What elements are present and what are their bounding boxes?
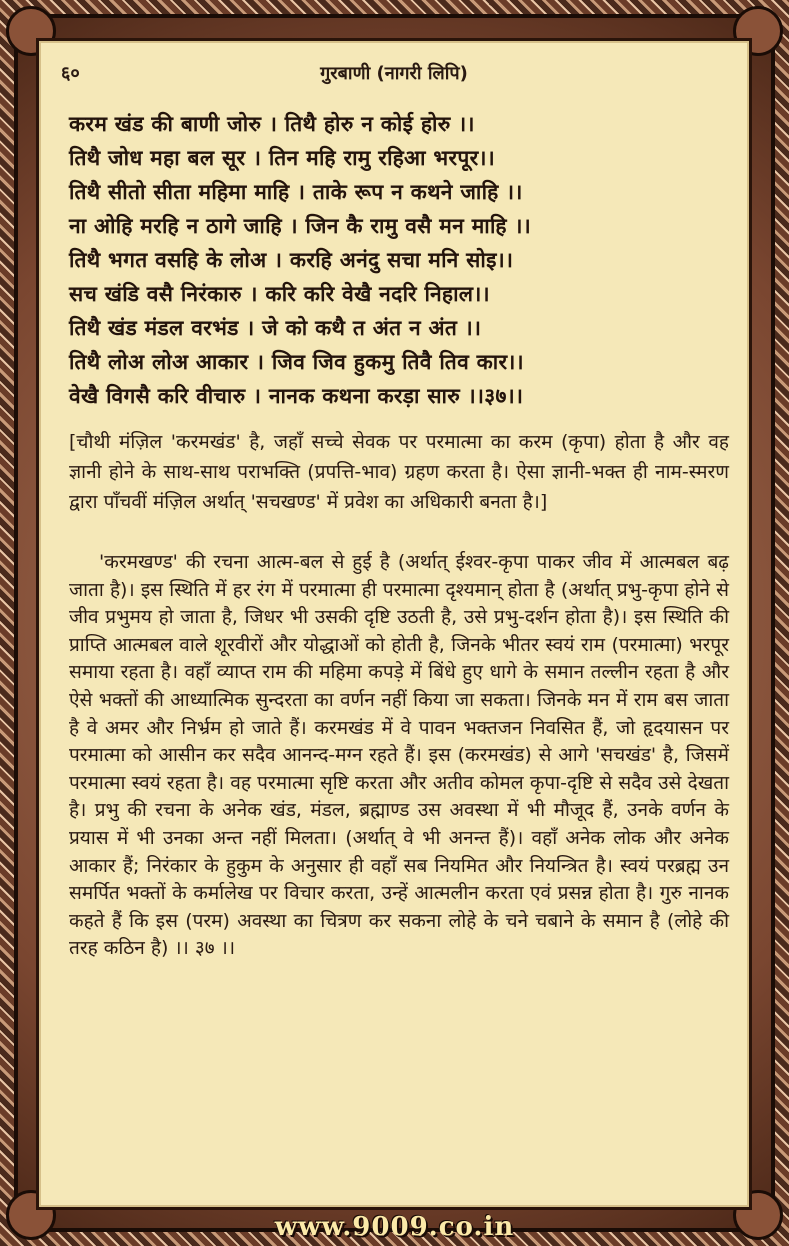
- running-title: गुरबाणी (नागरी लिपि): [320, 63, 468, 84]
- page-header: [39, 51, 749, 85]
- page-number: ६०: [61, 63, 80, 84]
- commentary-paragraph: 'करमखण्ड' की रचना आत्म-बल से हुई है (अर्थात् ईश्वर-कृपा पाकर जीव में आत्मबल बढ़ जाता है)। इस स्थिति में हर रंग में परमात्मा ही परमात्मा दृश्यमान् होता है (अर्थात् प्रभु-कृपा होने से जीव प्रभुमय हो जाता है, जिधर भी उसकी दृष्टि उठती है, उसे प्रभु-दर्शन होता है)। इस स्थिति की प्राप्ति आत्मबल वाले शूरवीरों और योद्धाओं को होती है, जिनके भीतर स्वयं राम (परमात्मा) भरपूर समाया रहता है। वहाँ व्याप्त राम की महिमा कपड़े में बिंधे हुए धागे के समान तल्लीन रहता है और ऐसे भक्तों की आध्यात्मिक सुन्दरता का वर्णन नहीं किया जा सकता। जिनके मन में राम बस जाता है वे अमर और निर्भ्रम हो जाते हैं। करमखंड में वे पावन भक्तजन निवसित हैं, जो हृदयासन पर परमात्मा को आसीन कर सदैव आनन्द-मग्न रहते हैं। इस (करमखंड) से आगे 'सचखंड' है, जिसमें परमात्मा स्वयं रहता है। वह परमात्मा सृष्टि करता और अतीव कोमल कृपा-दृष्टि से सदैव उसे देखता है। प्रभु की रचना के अनेक खंड, मंडल, ब्रह्माण्ड उस अवस्था में भी मौजूद हैं, उनके वर्णन के प्रयास में भी उनका अन्त नहीं मिलता। (अर्थात् वे भी अनन्त हैं)। वहाँ अनेक लोक और अनेक आकार हैं; निरंकार के हुकुम के अनुसार ही वहाँ सब नियमित और नियन्त्रित है। स्वयं परब्रह्म उन समर्पित भक्तों के कर्मालेख पर विचार करता, उन्हें आत्मलीन करता एवं प्रसन्न होता है। गुरु नानक कहते हैं कि इस (परम) अवस्था का चित्रण कर सकना लोहे के चने चबाने के समान है (लोहे की तरह कठिन है) ।। ३७ ।।: [69, 551, 729, 960]
- verse-line: तिथै सीतो सीता महिमा माहि । ताके रूप न कथने जाहि ।।: [69, 180, 523, 204]
- verse-line: तिथै जोध महा बल सूर । तिन महि रामु रहिआ भरपूर।।: [69, 146, 496, 170]
- book-page: [36, 38, 752, 1210]
- explanatory-note: [चौथी मंज़िल 'करमखंड' है, जहाँ सच्चे सेवक पर परमात्मा का करम (कृपा) होता है और वह ज्ञानी होने के साथ-साथ पराभक्ति (प्रपत्ति-भाव) ग्रहण करता है। ऐसा ज्ञानी-भक्त ही नाम-स्मरण द्वारा पाँचवीं मंज़िल अर्थात् 'सचखण्ड' में प्रवेश का अधिकारी बनता है।]: [69, 431, 729, 513]
- verse-line: तिथै लोअ लोअ आकार । जिव जिव हुकमु तिवै तिव कार।।: [69, 350, 524, 374]
- verse-line: करम खंड की बाणी जोरु । तिथै होरु न कोई होरु ।।: [69, 112, 475, 136]
- website-watermark: www.9009.co.in: [274, 1212, 515, 1242]
- verse-line: तिथै खंड मंडल वरभंड । जे को कथै त अंत न अंत ।।: [69, 316, 482, 340]
- verse-line: सच खंडि वसै निरंकारु । करि करि वेखै नदरि निहाल।।: [69, 282, 490, 306]
- verse-line: वेखै विगसै करि वीचारु । नानक कथना करड़ा सारु ।।३७।।: [69, 384, 524, 408]
- verse-block: [69, 107, 729, 413]
- verse-line: तिथै भगत वसहि के लोअ । करहि अनंदु सचा मनि सोइ।।: [69, 248, 514, 272]
- verse-line: ना ओहि मरहि न ठागे जाहि । जिन कै रामु वसै मन माहि ।।: [69, 214, 532, 238]
